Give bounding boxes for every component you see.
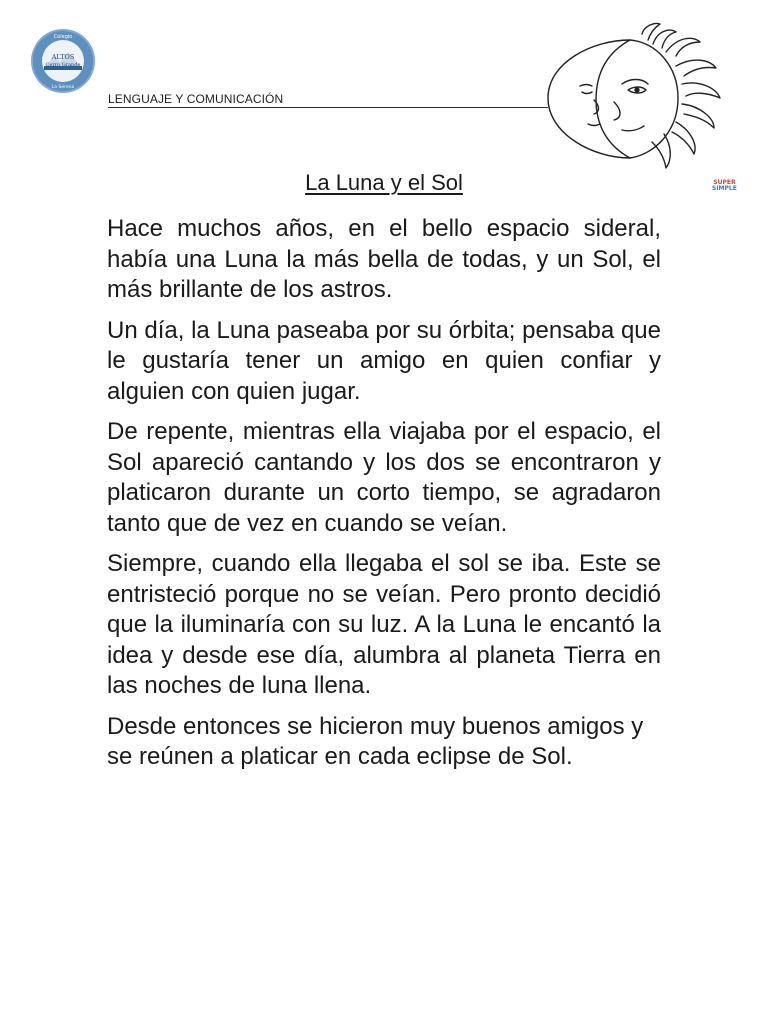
logo-text-top: Colegio xyxy=(53,34,73,40)
sun-rays-icon xyxy=(642,23,720,168)
story-paragraph-2: Un día, la Luna paseaba por su órbita; pensaba que le gustaría tener un amigo en quien confiar y alguien con quien jugar. xyxy=(107,316,661,405)
badge-line-1: SUPER xyxy=(713,179,736,186)
logo-text-main-2: Cerro Grande xyxy=(45,62,81,68)
sun-and-moon-illustration xyxy=(538,22,738,172)
story-title: La Luna y el Sol xyxy=(305,170,463,195)
subject-label: LENGUAJE Y COMUNICACIÓN xyxy=(108,92,284,106)
sun-disc-icon xyxy=(630,40,678,158)
story-paragraph-1: Hace muchos años, en el bello espacio sideral, había una Luna la más bella de todas, y un Sol, el más brillante de los astros. xyxy=(107,215,661,303)
badge-line-2: SIMPLE xyxy=(712,185,737,192)
school-logo xyxy=(30,28,96,94)
logo-text-bottom: La Serena xyxy=(51,85,75,90)
moon-crescent-icon xyxy=(548,40,630,158)
story-paragraph-3: De repente, mientras ella viajaba por el espacio, el Sol apareció cantando y los dos se encontraron y platicaron durante un corto tiempo, se agradaron tanto que de vez en cuando se veían. xyxy=(107,418,661,537)
logo-text-main-1: ALTOS xyxy=(51,53,75,61)
story-body xyxy=(107,214,661,783)
story-paragraph-4: Siempre, cuando ella llegaba el sol se iba. Este se entristeció porque no se veían. Pero pronto decidió que la iluminaría con su luz. A la Luna le encantó la idea y desde ese día, alumbra al planeta Tierra en las noches de luna llena. xyxy=(107,550,661,699)
header-rule xyxy=(108,107,548,108)
story-paragraph-5: Desde entonces se hicieron muy buenos amigos y se reúnen a platicar en cada eclipse de Sol. xyxy=(107,712,644,770)
